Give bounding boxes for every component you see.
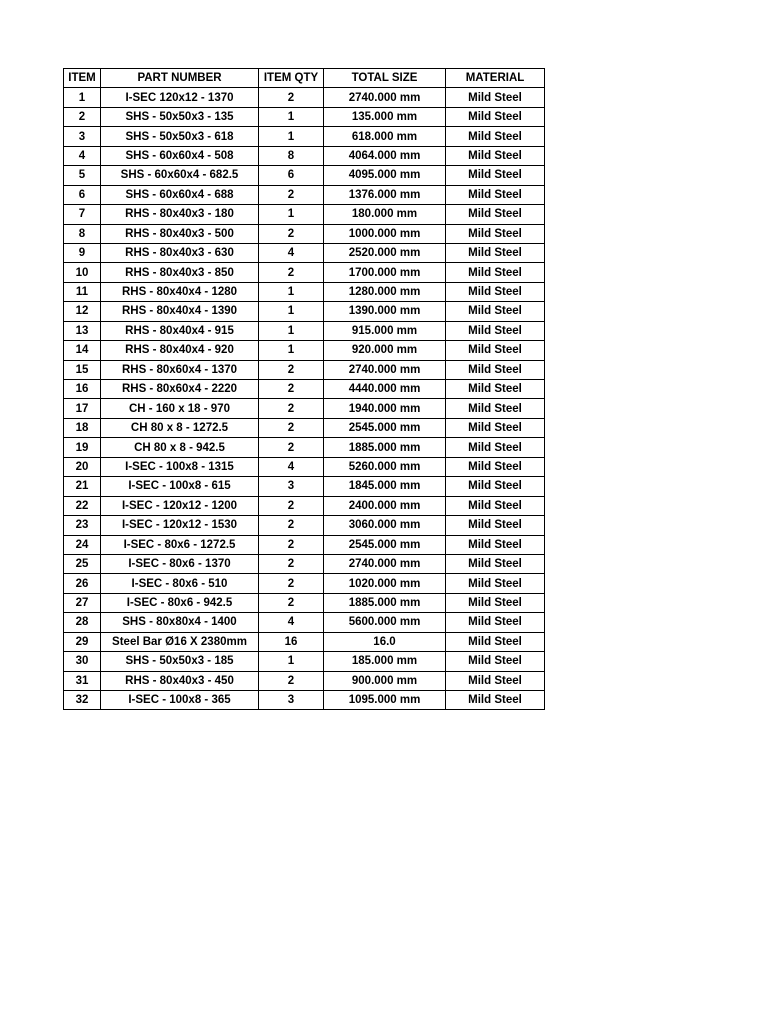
cell-part-number: RHS - 80x40x3 - 180 <box>101 205 259 224</box>
cell-material: Mild Steel <box>446 263 545 282</box>
table-row <box>64 107 545 126</box>
table-row <box>64 399 545 418</box>
cell-item-qty: 1 <box>259 341 324 360</box>
header-item: ITEM <box>64 69 101 88</box>
table-row <box>64 652 545 671</box>
table-row <box>64 457 545 476</box>
cell-item-qty: 1 <box>259 127 324 146</box>
cell-total-size: 2400.000 mm <box>324 496 446 515</box>
cell-material: Mild Steel <box>446 185 545 204</box>
cell-total-size: 2740.000 mm <box>324 554 446 573</box>
cell-material: Mild Steel <box>446 302 545 321</box>
cell-part-number: CH - 160 x 18 - 970 <box>101 399 259 418</box>
cell-total-size: 2740.000 mm <box>324 88 446 107</box>
table-row <box>64 166 545 185</box>
cell-item-qty: 1 <box>259 302 324 321</box>
cell-item-qty: 2 <box>259 671 324 690</box>
cell-item: 6 <box>64 185 101 204</box>
table-row <box>64 535 545 554</box>
cell-item: 31 <box>64 671 101 690</box>
bill-of-materials-table <box>63 68 545 710</box>
cell-item: 7 <box>64 205 101 224</box>
cell-item: 9 <box>64 243 101 262</box>
cell-total-size: 1940.000 mm <box>324 399 446 418</box>
cell-part-number: RHS - 80x40x3 - 630 <box>101 243 259 262</box>
cell-total-size: 1700.000 mm <box>324 263 446 282</box>
cell-item-qty: 2 <box>259 593 324 612</box>
header-total-size: TOTAL SIZE <box>324 69 446 88</box>
table-row <box>64 243 545 262</box>
cell-item: 21 <box>64 477 101 496</box>
cell-total-size: 618.000 mm <box>324 127 446 146</box>
table-row <box>64 671 545 690</box>
cell-item: 30 <box>64 652 101 671</box>
cell-material: Mild Steel <box>446 205 545 224</box>
cell-part-number: Steel Bar Ø16 X 2380mm <box>101 632 259 651</box>
cell-item-qty: 1 <box>259 282 324 301</box>
cell-item: 16 <box>64 380 101 399</box>
cell-item-qty: 1 <box>259 321 324 340</box>
cell-total-size: 920.000 mm <box>324 341 446 360</box>
cell-part-number: SHS - 50x50x3 - 185 <box>101 652 259 671</box>
table-row <box>64 418 545 437</box>
cell-item-qty: 8 <box>259 146 324 165</box>
cell-material: Mild Steel <box>446 107 545 126</box>
cell-item-qty: 16 <box>259 632 324 651</box>
table-row <box>64 88 545 107</box>
cell-item-qty: 3 <box>259 691 324 710</box>
cell-total-size: 1000.000 mm <box>324 224 446 243</box>
table-row <box>64 341 545 360</box>
cell-item: 2 <box>64 107 101 126</box>
table-header <box>64 69 545 88</box>
cell-material: Mild Steel <box>446 166 545 185</box>
cell-part-number: SHS - 50x50x3 - 135 <box>101 107 259 126</box>
table-row <box>64 438 545 457</box>
cell-item-qty: 2 <box>259 185 324 204</box>
cell-material: Mild Steel <box>446 127 545 146</box>
cell-total-size: 915.000 mm <box>324 321 446 340</box>
cell-material: Mild Steel <box>446 438 545 457</box>
cell-total-size: 3060.000 mm <box>324 516 446 535</box>
cell-item: 23 <box>64 516 101 535</box>
cell-item: 18 <box>64 418 101 437</box>
cell-total-size: 1390.000 mm <box>324 302 446 321</box>
cell-item-qty: 2 <box>259 263 324 282</box>
cell-item-qty: 2 <box>259 224 324 243</box>
cell-item: 13 <box>64 321 101 340</box>
table-row <box>64 554 545 573</box>
cell-item-qty: 2 <box>259 418 324 437</box>
table-row <box>64 593 545 612</box>
cell-part-number: CH 80 x 8 - 1272.5 <box>101 418 259 437</box>
cell-part-number: I-SEC - 100x8 - 615 <box>101 477 259 496</box>
cell-item-qty: 2 <box>259 380 324 399</box>
table-row <box>64 516 545 535</box>
cell-item-qty: 2 <box>259 438 324 457</box>
cell-item: 11 <box>64 282 101 301</box>
cell-material: Mild Steel <box>446 282 545 301</box>
cell-item-qty: 2 <box>259 535 324 554</box>
cell-item-qty: 4 <box>259 243 324 262</box>
table-row <box>64 127 545 146</box>
cell-item: 1 <box>64 88 101 107</box>
cell-part-number: RHS - 80x40x4 - 1280 <box>101 282 259 301</box>
cell-total-size: 2545.000 mm <box>324 418 446 437</box>
cell-item: 19 <box>64 438 101 457</box>
cell-material: Mild Steel <box>446 554 545 573</box>
cell-part-number: RHS - 80x40x3 - 850 <box>101 263 259 282</box>
table-row <box>64 360 545 379</box>
cell-part-number: I-SEC - 80x6 - 510 <box>101 574 259 593</box>
cell-item: 3 <box>64 127 101 146</box>
cell-total-size: 1885.000 mm <box>324 438 446 457</box>
cell-part-number: I-SEC - 80x6 - 1370 <box>101 554 259 573</box>
cell-material: Mild Steel <box>446 691 545 710</box>
cell-item-qty: 1 <box>259 107 324 126</box>
cell-part-number: I-SEC - 120x12 - 1530 <box>101 516 259 535</box>
cell-material: Mild Steel <box>446 496 545 515</box>
cell-material: Mild Steel <box>446 341 545 360</box>
cell-part-number: RHS - 80x40x4 - 915 <box>101 321 259 340</box>
cell-material: Mild Steel <box>446 88 545 107</box>
cell-total-size: 4095.000 mm <box>324 166 446 185</box>
table-row <box>64 282 545 301</box>
cell-item: 20 <box>64 457 101 476</box>
cell-item-qty: 2 <box>259 496 324 515</box>
cell-total-size: 1885.000 mm <box>324 593 446 612</box>
cell-item: 24 <box>64 535 101 554</box>
cell-material: Mild Steel <box>446 593 545 612</box>
table-row <box>64 691 545 710</box>
cell-part-number: SHS - 50x50x3 - 618 <box>101 127 259 146</box>
cell-total-size: 5260.000 mm <box>324 457 446 476</box>
cell-part-number: I-SEC - 120x12 - 1200 <box>101 496 259 515</box>
cell-part-number: RHS - 80x40x4 - 920 <box>101 341 259 360</box>
table-row <box>64 185 545 204</box>
cell-total-size: 5600.000 mm <box>324 613 446 632</box>
cell-part-number: I-SEC 120x12 - 1370 <box>101 88 259 107</box>
table-row <box>64 477 545 496</box>
cell-part-number: RHS - 80x40x3 - 450 <box>101 671 259 690</box>
cell-part-number: RHS - 80x60x4 - 2220 <box>101 380 259 399</box>
cell-item: 15 <box>64 360 101 379</box>
cell-material: Mild Steel <box>446 418 545 437</box>
cell-item: 27 <box>64 593 101 612</box>
cell-material: Mild Steel <box>446 360 545 379</box>
cell-part-number: I-SEC - 100x8 - 365 <box>101 691 259 710</box>
cell-part-number: SHS - 60x60x4 - 688 <box>101 185 259 204</box>
cell-total-size: 1095.000 mm <box>324 691 446 710</box>
cell-part-number: RHS - 80x40x3 - 500 <box>101 224 259 243</box>
cell-material: Mild Steel <box>446 671 545 690</box>
table-row <box>64 496 545 515</box>
cell-material: Mild Steel <box>446 516 545 535</box>
cell-item-qty: 2 <box>259 574 324 593</box>
table-row <box>64 263 545 282</box>
table-row <box>64 146 545 165</box>
header-row <box>64 69 545 88</box>
cell-material: Mild Steel <box>446 399 545 418</box>
table-row <box>64 224 545 243</box>
cell-total-size: 2520.000 mm <box>324 243 446 262</box>
cell-item: 4 <box>64 146 101 165</box>
cell-part-number: RHS - 80x40x4 - 1390 <box>101 302 259 321</box>
cell-item-qty: 6 <box>259 166 324 185</box>
cell-total-size: 2545.000 mm <box>324 535 446 554</box>
cell-material: Mild Steel <box>446 146 545 165</box>
cell-item: 32 <box>64 691 101 710</box>
cell-part-number: SHS - 80x80x4 - 1400 <box>101 613 259 632</box>
cell-material: Mild Steel <box>446 652 545 671</box>
cell-material: Mild Steel <box>446 321 545 340</box>
table-row <box>64 321 545 340</box>
cell-total-size: 180.000 mm <box>324 205 446 224</box>
cell-material: Mild Steel <box>446 535 545 554</box>
cell-item-qty: 2 <box>259 516 324 535</box>
cell-item-qty: 2 <box>259 88 324 107</box>
cell-material: Mild Steel <box>446 243 545 262</box>
header-item-qty: ITEM QTY <box>259 69 324 88</box>
header-part-number: PART NUMBER <box>101 69 259 88</box>
cell-item: 28 <box>64 613 101 632</box>
table-row <box>64 632 545 651</box>
cell-material: Mild Steel <box>446 613 545 632</box>
header-material: MATERIAL <box>446 69 545 88</box>
cell-item: 22 <box>64 496 101 515</box>
table-row <box>64 380 545 399</box>
cell-item: 17 <box>64 399 101 418</box>
table-body <box>64 88 545 710</box>
cell-part-number: SHS - 60x60x4 - 682.5 <box>101 166 259 185</box>
cell-item: 12 <box>64 302 101 321</box>
cell-item: 26 <box>64 574 101 593</box>
cell-item: 8 <box>64 224 101 243</box>
cell-total-size: 1845.000 mm <box>324 477 446 496</box>
cell-total-size: 4064.000 mm <box>324 146 446 165</box>
cell-total-size: 900.000 mm <box>324 671 446 690</box>
cell-item: 10 <box>64 263 101 282</box>
cell-part-number: I-SEC - 100x8 - 1315 <box>101 457 259 476</box>
cell-item-qty: 1 <box>259 652 324 671</box>
cell-total-size: 1376.000 mm <box>324 185 446 204</box>
cell-material: Mild Steel <box>446 457 545 476</box>
cell-part-number: RHS - 80x60x4 - 1370 <box>101 360 259 379</box>
cell-part-number: I-SEC - 80x6 - 1272.5 <box>101 535 259 554</box>
cell-item-qty: 2 <box>259 554 324 573</box>
cell-item-qty: 2 <box>259 399 324 418</box>
cell-item: 14 <box>64 341 101 360</box>
cell-material: Mild Steel <box>446 574 545 593</box>
cell-item-qty: 1 <box>259 205 324 224</box>
table-row <box>64 613 545 632</box>
cell-item-qty: 4 <box>259 457 324 476</box>
cell-part-number: I-SEC - 80x6 - 942.5 <box>101 593 259 612</box>
cell-item: 25 <box>64 554 101 573</box>
table-row <box>64 302 545 321</box>
cell-part-number: SHS - 60x60x4 - 508 <box>101 146 259 165</box>
cell-item-qty: 4 <box>259 613 324 632</box>
cell-total-size: 185.000 mm <box>324 652 446 671</box>
cell-total-size: 135.000 mm <box>324 107 446 126</box>
cell-total-size: 1280.000 mm <box>324 282 446 301</box>
cell-material: Mild Steel <box>446 632 545 651</box>
cell-item: 5 <box>64 166 101 185</box>
table-row <box>64 205 545 224</box>
cell-total-size: 4440.000 mm <box>324 380 446 399</box>
cell-total-size: 16.0 <box>324 632 446 651</box>
cell-item: 29 <box>64 632 101 651</box>
cell-total-size: 1020.000 mm <box>324 574 446 593</box>
cell-material: Mild Steel <box>446 477 545 496</box>
cell-item-qty: 3 <box>259 477 324 496</box>
table-row <box>64 574 545 593</box>
cell-material: Mild Steel <box>446 224 545 243</box>
cell-item-qty: 2 <box>259 360 324 379</box>
cell-material: Mild Steel <box>446 380 545 399</box>
cell-total-size: 2740.000 mm <box>324 360 446 379</box>
cell-part-number: CH 80 x 8 - 942.5 <box>101 438 259 457</box>
